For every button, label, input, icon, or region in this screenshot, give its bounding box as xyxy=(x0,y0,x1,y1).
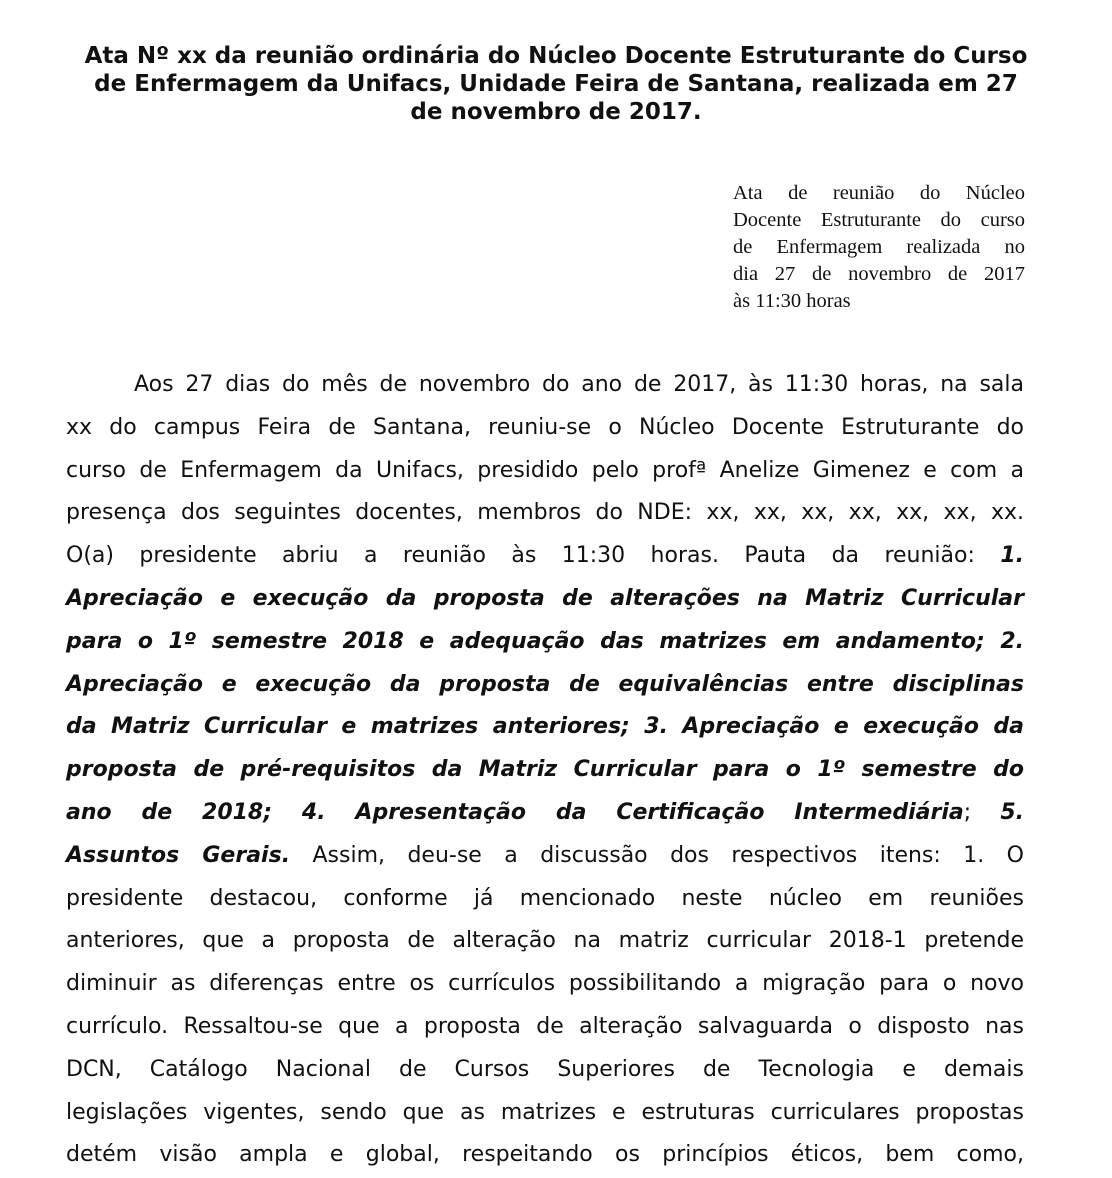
body-line: presença dos seguintes docentes, membros do NDE: xx, xx, xx, xx, xx, xx, xx. xyxy=(66,500,1024,526)
epigraph xyxy=(733,180,1025,315)
body-line xyxy=(66,835,1024,878)
agenda-item: 5. xyxy=(1000,799,1024,825)
body-text: O(a) presidente abriu a reunião às 11:30 horas. Pauta da reunião: xyxy=(66,543,1001,569)
body-line xyxy=(66,535,1024,578)
document-title xyxy=(60,42,1052,126)
title-line: de novembro de 2017. xyxy=(410,99,702,125)
title-line: Ata Nº xx da reunião ordinária do Núcleo Docente Estruturante do Curso xyxy=(84,43,1028,69)
title-line: de Enfermagem da Unifacs, Unidade Feira de Santana, realizada em 27 xyxy=(94,71,1018,97)
agenda-item: ano de 2018; 4. Apresentação da Certificação Intermediária xyxy=(66,799,964,825)
body-line: Aos 27 dias do mês de novembro do ano de 2017, às 11:30 horas, na sala xyxy=(134,372,1024,397)
body-text: Assim, deu-se a discussão dos respectivos itens: 1. O xyxy=(290,842,1024,868)
epigraph-line: Docente Estruturante do curso xyxy=(733,209,1025,231)
body-text: ; xyxy=(963,799,1001,825)
body-line: legislações vigentes, sendo que as matrizes e estruturas curriculares propostas xyxy=(66,1099,1024,1125)
body-line: DCN, Catálogo Nacional de Cursos Superiores de Tecnologia e demais xyxy=(66,1056,1024,1082)
agenda-line: Apreciação e execução da proposta de equivalências entre disciplinas xyxy=(66,671,1024,697)
body-line: diminuir as diferenças entre os currículos possibilitando a migração para o novo xyxy=(66,971,1024,997)
body-line xyxy=(66,792,1024,835)
agenda-item: Assuntos Gerais. xyxy=(66,842,291,868)
body-line: currículo. Ressaltou-se que a proposta de alteração salvaguarda o disposto nas xyxy=(66,1013,1024,1039)
agenda-line: da Matriz Curricular e matrizes anteriores; 3. Apreciação e execução da xyxy=(66,714,1024,740)
body-paragraph xyxy=(66,364,1024,1177)
epigraph-line: às 11:30 horas xyxy=(733,290,851,312)
epigraph-line: Ata de reunião do Núcleo xyxy=(733,182,1025,204)
body-line: curso de Enfermagem da Unifacs, presidido pelo profª Anelize Gimenez e com a xyxy=(66,457,1024,483)
body-line: anteriores, que a proposta de alteração na matriz curricular 2018-1 pretende xyxy=(66,928,1024,954)
body-line: detém visão ampla e global, respeitando os princípios éticos, bem como, xyxy=(66,1142,1024,1168)
body-line: presidente destacou, conforme já mencionado neste núcleo em reuniões xyxy=(66,885,1024,911)
body-line: xx do campus Feira de Santana, reuniu-se o Núcleo Docente Estruturante do xyxy=(66,414,1024,440)
epigraph-line: dia 27 de novembro de 2017 xyxy=(733,263,1025,285)
agenda-item: 1. xyxy=(1000,543,1024,569)
agenda-line: proposta de pré-requisitos da Matriz Curricular para o 1º semestre do xyxy=(66,757,1024,783)
agenda-line: para o 1º semestre 2018 e adequação das matrizes em andamento; 2. xyxy=(66,628,1024,654)
epigraph-line: de Enfermagem realizada no xyxy=(733,236,1025,258)
agenda-line: Apreciação e execução da proposta de alterações na Matriz Curricular xyxy=(66,585,1024,611)
